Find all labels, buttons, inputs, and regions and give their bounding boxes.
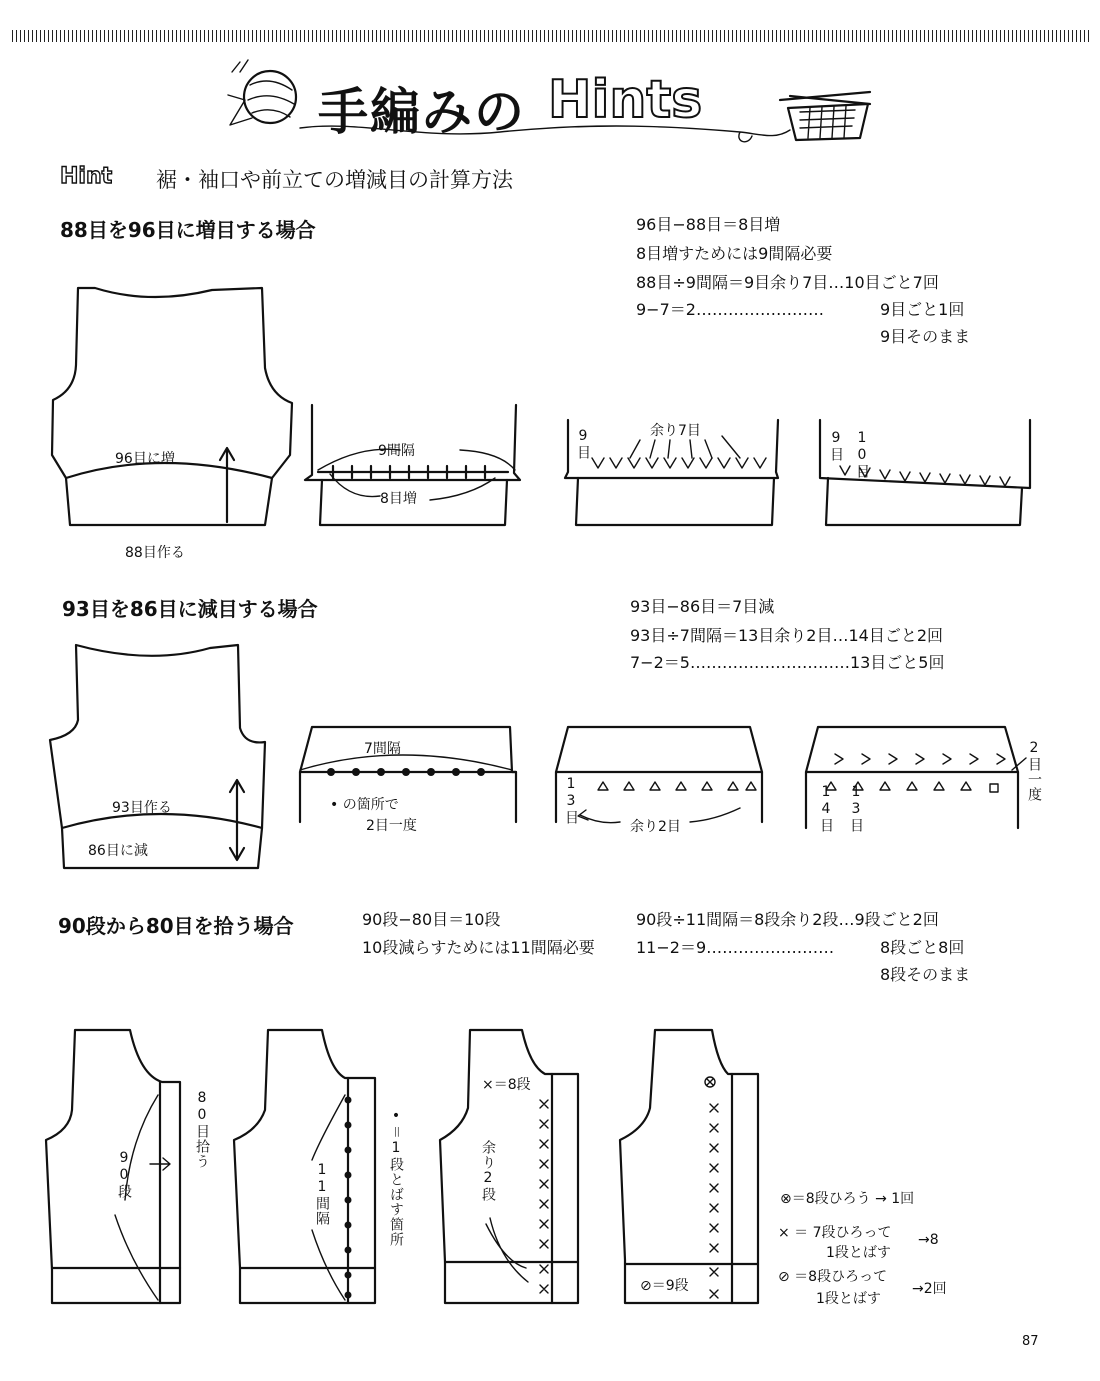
section2-calc-2: 93目÷7間隔＝13目余り2目…14目ごと2回 xyxy=(630,626,944,645)
legend-line-2a: × ＝ 7段ひろって xyxy=(778,1225,892,1241)
section3-calc-b2: 11−2＝9…………………… xyxy=(636,938,835,957)
section3-calc-b1: 90段÷11間隔＝8段余り2段…9段ごと2回 xyxy=(636,910,939,929)
hint-badge: Hint xyxy=(60,164,113,189)
section2-calc-3: 7−2＝5…………………………13目ごと5回 xyxy=(630,653,945,672)
label-pick-80: 80目拾う xyxy=(194,1090,210,1169)
hint-subtitle: 裾・袖口や前立ての増減目の計算方法 xyxy=(156,168,513,192)
label-11-intervals: 11間隔 xyxy=(314,1162,330,1226)
label-90-rows: 90段 xyxy=(116,1150,132,1199)
legend-line-3c: →2回 xyxy=(912,1281,947,1297)
label-86-decrease: 86目に減 xyxy=(88,843,148,859)
section3-calc-b3: 8段ごと8回 xyxy=(880,938,965,957)
legend-line-3b: 1段とばす xyxy=(816,1291,881,1307)
section3-calc-a2: 10段減らすためには11間隔必要 xyxy=(362,938,595,957)
label-8-increase: 8目増 xyxy=(380,491,417,507)
section3-calc-a1: 90段−80目＝10段 xyxy=(362,910,501,929)
decrease-k2tog-panel xyxy=(806,727,1026,828)
section1-calc-4: 9−7＝2…………………… xyxy=(636,300,824,319)
label-7-intervals: 7間隔 xyxy=(364,741,401,757)
label-every-9-hearts: 9目 xyxy=(828,430,844,462)
legend-line-2c: →8 xyxy=(918,1232,939,1248)
front-panel-1 xyxy=(46,1030,180,1303)
label-9-intervals: 9間隔 xyxy=(378,443,415,459)
vest-body-decrease xyxy=(50,645,265,868)
legend-line-1: ⊗＝8段ひろう → 1回 xyxy=(780,1191,915,1207)
label-dot-note: • の箇所で xyxy=(330,797,399,813)
label-dot-note-2: 2目一度 xyxy=(366,818,417,834)
label-k2tog: 2目一度 xyxy=(1026,740,1042,802)
decrease-triangles-panel xyxy=(556,727,762,823)
section1-calc-1: 96目−88目＝8目増 xyxy=(636,215,781,234)
section2-heading: 93目を86目に減目する場合 xyxy=(62,597,318,621)
legend-line-2b: 1段とばす xyxy=(826,1245,891,1261)
page-number: 87 xyxy=(1022,1334,1039,1349)
section3-heading: 90段から80目を拾う場合 xyxy=(58,914,294,938)
label-dot-skip: •＝1段とばす箇所 xyxy=(388,1108,404,1247)
section1-calc-2: 8目増すためには9間隔必要 xyxy=(636,244,833,263)
label-remainder-2-rows: 余り2段 xyxy=(480,1140,496,1202)
page-title: 手編みの xyxy=(318,83,526,141)
section1-calc-3: 88目÷9間隔＝9目余り7目…10目ごと7回 xyxy=(636,273,939,292)
vest-body-increase xyxy=(52,288,292,525)
front-panel-4 xyxy=(620,1030,758,1303)
legend-line-3a: ⊘ ＝8段ひろって xyxy=(778,1269,888,1285)
label-88-cast-on: 88目作る xyxy=(125,545,185,561)
label-every-13-a: 13目 xyxy=(563,776,579,825)
label-every-10-hearts: 10目 xyxy=(854,430,870,479)
label-every-14: 14目 xyxy=(818,784,834,833)
label-every-13-b: 13目 xyxy=(848,784,864,833)
label-every-9-stars: 9目 xyxy=(575,428,591,460)
section1-heading: 88目を96目に増目する場合 xyxy=(60,218,316,242)
section1-calc-6: 9目そのまま xyxy=(880,327,971,346)
label-remainder-2: 余り2目 xyxy=(630,819,681,835)
page-title-hints: Hints xyxy=(548,70,703,130)
front-panel-2 xyxy=(234,1030,375,1303)
section2-calc-1: 93目−86目＝7目減 xyxy=(630,597,775,616)
label-q-9-rows: ⊘＝9段 xyxy=(640,1278,689,1294)
label-x-8-rows: ×＝8段 xyxy=(482,1077,531,1093)
section3-calc-b4: 8段そのまま xyxy=(880,965,971,984)
label-93-cast-on: 93目作る xyxy=(112,800,172,816)
section1-calc-5: 9目ごと1回 xyxy=(880,300,965,319)
front-panel-3 xyxy=(440,1030,578,1303)
label-96-increase: 96目に増 xyxy=(115,451,175,467)
label-remainder-7: 余り7目 xyxy=(650,423,701,439)
